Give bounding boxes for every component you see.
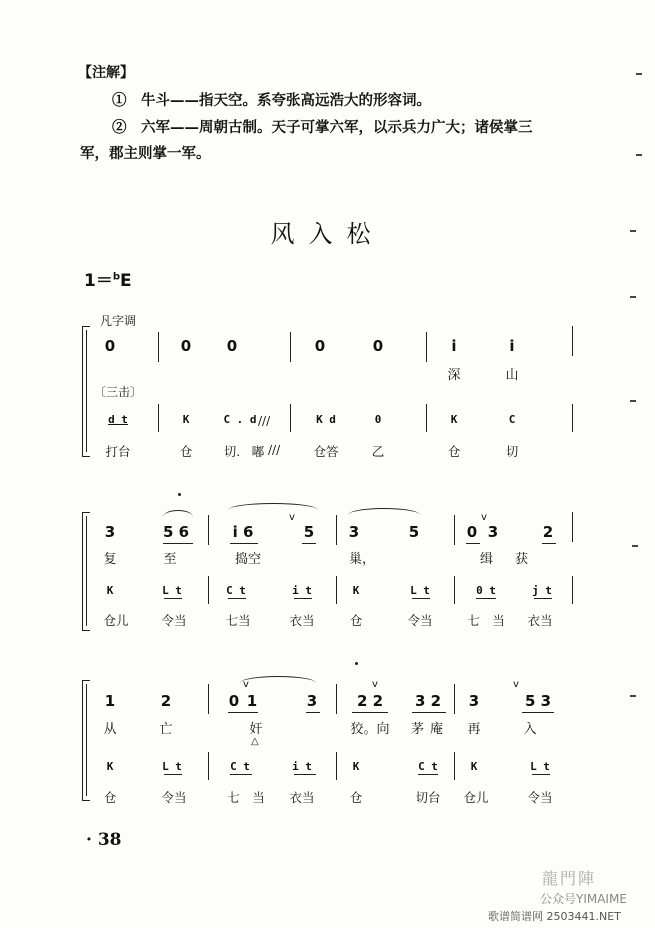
rhythm-underline bbox=[164, 774, 182, 775]
perc-syllable: 打台 bbox=[105, 444, 131, 459]
perc-syllable: 乙 bbox=[371, 444, 385, 459]
tremolo-mark: /// bbox=[258, 414, 271, 428]
perc-symbol: K bbox=[106, 584, 114, 597]
perc-syllable: 令当 bbox=[161, 790, 187, 805]
notes-heading: 【注解】 bbox=[78, 65, 134, 81]
accent-mark: v bbox=[243, 679, 249, 690]
barline bbox=[208, 684, 209, 714]
watermark-account: 公众号YIMAIME bbox=[540, 892, 627, 906]
perc-syllable: 切 bbox=[505, 444, 519, 459]
accent-mark: v bbox=[372, 679, 378, 690]
rhythm-underline bbox=[534, 598, 552, 599]
perc-syllable: 仓答 bbox=[313, 444, 339, 459]
perc-syllable: 衣当 bbox=[527, 613, 553, 628]
bracket-cap bbox=[82, 680, 90, 681]
perc-symbol: L t bbox=[410, 584, 430, 597]
lyric: 深 bbox=[447, 368, 461, 383]
perc-syllable: 衣当 bbox=[289, 613, 315, 628]
lyric: 山 bbox=[505, 368, 519, 383]
accent-mark: v bbox=[481, 512, 487, 523]
lyric: 狡。向 bbox=[350, 722, 390, 737]
perc-symbol: i t bbox=[292, 760, 312, 773]
note: 0 bbox=[372, 337, 384, 355]
footer-site: 歌谱简谱网 2503441.NET bbox=[488, 910, 621, 923]
perc-syllable: 仓儿 bbox=[103, 613, 129, 628]
perc-syllable: 七当 bbox=[225, 613, 251, 628]
rhythm-underline bbox=[532, 774, 550, 775]
perc-syllable: 仓 bbox=[447, 444, 461, 459]
note: 2 bbox=[160, 692, 172, 710]
note: 0 bbox=[466, 523, 478, 541]
accent-mark: v bbox=[289, 512, 295, 523]
key-flat: b bbox=[112, 271, 121, 283]
note: 3 bbox=[104, 523, 116, 541]
barline bbox=[158, 404, 159, 432]
perc-symbol: K bbox=[352, 584, 360, 597]
lyric: 至 bbox=[163, 552, 177, 567]
note: 5 6 bbox=[162, 523, 190, 541]
page-number: · 38 bbox=[86, 830, 122, 850]
rhythm-underline bbox=[230, 774, 252, 775]
note: 3 bbox=[487, 523, 499, 541]
lyric: 从 bbox=[103, 722, 117, 737]
barline bbox=[454, 684, 455, 714]
system-bracket-inner bbox=[86, 684, 87, 796]
note-item-2: ② 六军——周朝古制。天子可掌六军，以示兵力广大；诸侯掌三 bbox=[112, 119, 533, 136]
note: 3 bbox=[306, 692, 318, 710]
key-note: E bbox=[120, 271, 132, 291]
perc-symbol: 0 t bbox=[476, 584, 496, 597]
barline bbox=[208, 752, 209, 780]
barline bbox=[336, 515, 337, 545]
perc-syllable: 仓 bbox=[349, 790, 363, 805]
breath-dot bbox=[355, 662, 358, 665]
rhythm-underline bbox=[412, 598, 430, 599]
barline bbox=[426, 404, 427, 432]
rhythm-underline bbox=[418, 774, 438, 775]
barline bbox=[158, 332, 159, 362]
barline bbox=[454, 576, 455, 604]
rhythm-underline bbox=[164, 598, 182, 599]
note: i bbox=[509, 337, 515, 355]
note: 0 bbox=[228, 692, 240, 710]
barline bbox=[572, 326, 573, 356]
perc-symbol: K bbox=[352, 760, 360, 773]
scan-mark bbox=[630, 695, 636, 697]
perc-syllable: 七 当 bbox=[227, 790, 265, 805]
perc-syllable: 仓儿 bbox=[463, 790, 489, 805]
lyric: 巢， bbox=[348, 552, 376, 567]
slur bbox=[240, 676, 316, 683]
scan-mark bbox=[636, 73, 642, 75]
perc-symbol: i t bbox=[292, 584, 312, 597]
note: 5 3 bbox=[524, 692, 552, 710]
bracket-cap bbox=[82, 630, 90, 631]
rhythm-underline bbox=[466, 543, 480, 544]
perc-syllable: 令当 bbox=[161, 613, 187, 628]
perc-symbol: d t bbox=[108, 413, 128, 426]
perc-symbol: C t bbox=[226, 584, 246, 597]
slur bbox=[163, 510, 193, 517]
perc-symbol: C . d bbox=[223, 413, 257, 426]
note: 2 2 bbox=[356, 692, 384, 710]
note: 0 bbox=[104, 337, 116, 355]
watermark-logo: 龍門陣 bbox=[542, 869, 597, 888]
scan-mark bbox=[632, 545, 638, 547]
note: i 6 bbox=[232, 523, 254, 541]
note: 1 bbox=[246, 692, 258, 710]
mode-label: 凡字调 bbox=[100, 314, 137, 328]
barline bbox=[290, 332, 291, 362]
note: 5 bbox=[303, 523, 315, 541]
perc-syllable: 仓 bbox=[103, 790, 117, 805]
rhythm-underline bbox=[302, 543, 316, 544]
rhythm-underline bbox=[412, 712, 446, 713]
key-signature bbox=[84, 266, 132, 291]
barline bbox=[572, 512, 573, 542]
bracket-cap bbox=[82, 512, 90, 513]
perc-syllable: 切台 bbox=[415, 790, 441, 805]
barline bbox=[336, 752, 337, 780]
rhythm-underline bbox=[294, 774, 316, 775]
note: 5 bbox=[408, 523, 420, 541]
bracket-cap bbox=[82, 456, 90, 457]
lyric: 入 bbox=[523, 722, 537, 737]
bracket-cap bbox=[82, 326, 90, 327]
percussion-label: 〔三击〕 bbox=[94, 385, 143, 399]
note: 0 bbox=[180, 337, 192, 355]
rhythm-underline bbox=[352, 712, 388, 713]
scan-mark bbox=[630, 400, 636, 402]
accent-mark: v bbox=[513, 679, 519, 690]
rhythm-underline bbox=[228, 598, 246, 599]
barline bbox=[336, 576, 337, 604]
perc-symbol: C t bbox=[230, 760, 250, 773]
system-bracket bbox=[82, 326, 83, 456]
note: 2 bbox=[542, 523, 554, 541]
system-bracket bbox=[82, 512, 83, 630]
rhythm-underline bbox=[542, 543, 556, 544]
note-item-1: ① 牛斗——指天空。系夸张高远浩大的形容词。 bbox=[112, 92, 431, 109]
lyric: 再 bbox=[467, 722, 481, 737]
rhythm-underline bbox=[522, 712, 554, 713]
lyric: 捣空 bbox=[234, 552, 262, 567]
perc-syllable: 嘟 bbox=[251, 444, 265, 459]
perc-syllable: 七 当 bbox=[467, 613, 505, 628]
barline bbox=[454, 752, 455, 780]
perc-symbol: K bbox=[450, 413, 458, 426]
lyric: 亡 bbox=[159, 722, 173, 737]
scan-mark bbox=[630, 296, 636, 298]
piece-title: 风入松 bbox=[270, 220, 385, 248]
note: 0 bbox=[226, 337, 238, 355]
lyric: 复 bbox=[103, 552, 117, 567]
perc-syllable: 令当 bbox=[527, 790, 553, 805]
breath-dot bbox=[178, 493, 181, 496]
perc-syllable: 仓 bbox=[349, 613, 363, 628]
key-main: 1＝ bbox=[84, 271, 113, 291]
note: i bbox=[451, 337, 457, 355]
perc-syllable: 令当 bbox=[407, 613, 433, 628]
lyric: 奸 bbox=[249, 722, 263, 737]
system-bracket-inner bbox=[86, 330, 87, 452]
note: 0 bbox=[314, 337, 326, 355]
perc-symbol: L t bbox=[162, 584, 182, 597]
barline bbox=[336, 684, 337, 714]
triangle-mark: △ bbox=[251, 736, 259, 747]
perc-symbol: L t bbox=[162, 760, 182, 773]
slur bbox=[228, 503, 318, 510]
rhythm-underline bbox=[476, 598, 496, 599]
barline bbox=[454, 515, 455, 545]
rhythm-underline bbox=[163, 543, 193, 544]
barline bbox=[208, 515, 209, 545]
rhythm-underline bbox=[230, 543, 258, 544]
perc-symbol: C t bbox=[418, 760, 438, 773]
perc-symbol: L t bbox=[530, 760, 550, 773]
perc-symbol: K bbox=[182, 413, 190, 426]
perc-symbol: j t bbox=[532, 584, 552, 597]
slur bbox=[348, 508, 420, 515]
perc-symbol: K bbox=[470, 760, 478, 773]
system-bracket-inner bbox=[86, 516, 87, 626]
perc-symbol: K bbox=[106, 760, 114, 773]
barline bbox=[572, 404, 573, 432]
tremolo-mark: /// bbox=[268, 443, 281, 457]
perc-symbol: K d bbox=[316, 413, 336, 426]
perc-syllable: 切. bbox=[223, 444, 241, 459]
lyric: 茅庵 bbox=[410, 722, 450, 737]
bracket-cap bbox=[82, 800, 90, 801]
rhythm-underline bbox=[294, 598, 312, 599]
barline bbox=[290, 404, 291, 432]
perc-symbol: C bbox=[508, 413, 516, 426]
note-item-2-cont: 军，郡主则掌一军。 bbox=[80, 145, 211, 162]
note: 1 bbox=[104, 692, 116, 710]
perc-syllable: 衣当 bbox=[289, 790, 315, 805]
note: 3 2 bbox=[414, 692, 442, 710]
rhythm-underline bbox=[306, 712, 320, 713]
barline bbox=[572, 576, 573, 604]
scan-mark bbox=[636, 154, 642, 156]
note: 3 bbox=[468, 692, 480, 710]
note: 3 bbox=[348, 523, 360, 541]
perc-syllable: 仓 bbox=[179, 444, 193, 459]
barline bbox=[426, 332, 427, 362]
lyric: 缉获 bbox=[479, 552, 551, 567]
system-bracket bbox=[82, 680, 83, 800]
perc-symbol: 0 bbox=[374, 413, 382, 426]
barline bbox=[208, 576, 209, 604]
rhythm-underline bbox=[228, 712, 258, 713]
